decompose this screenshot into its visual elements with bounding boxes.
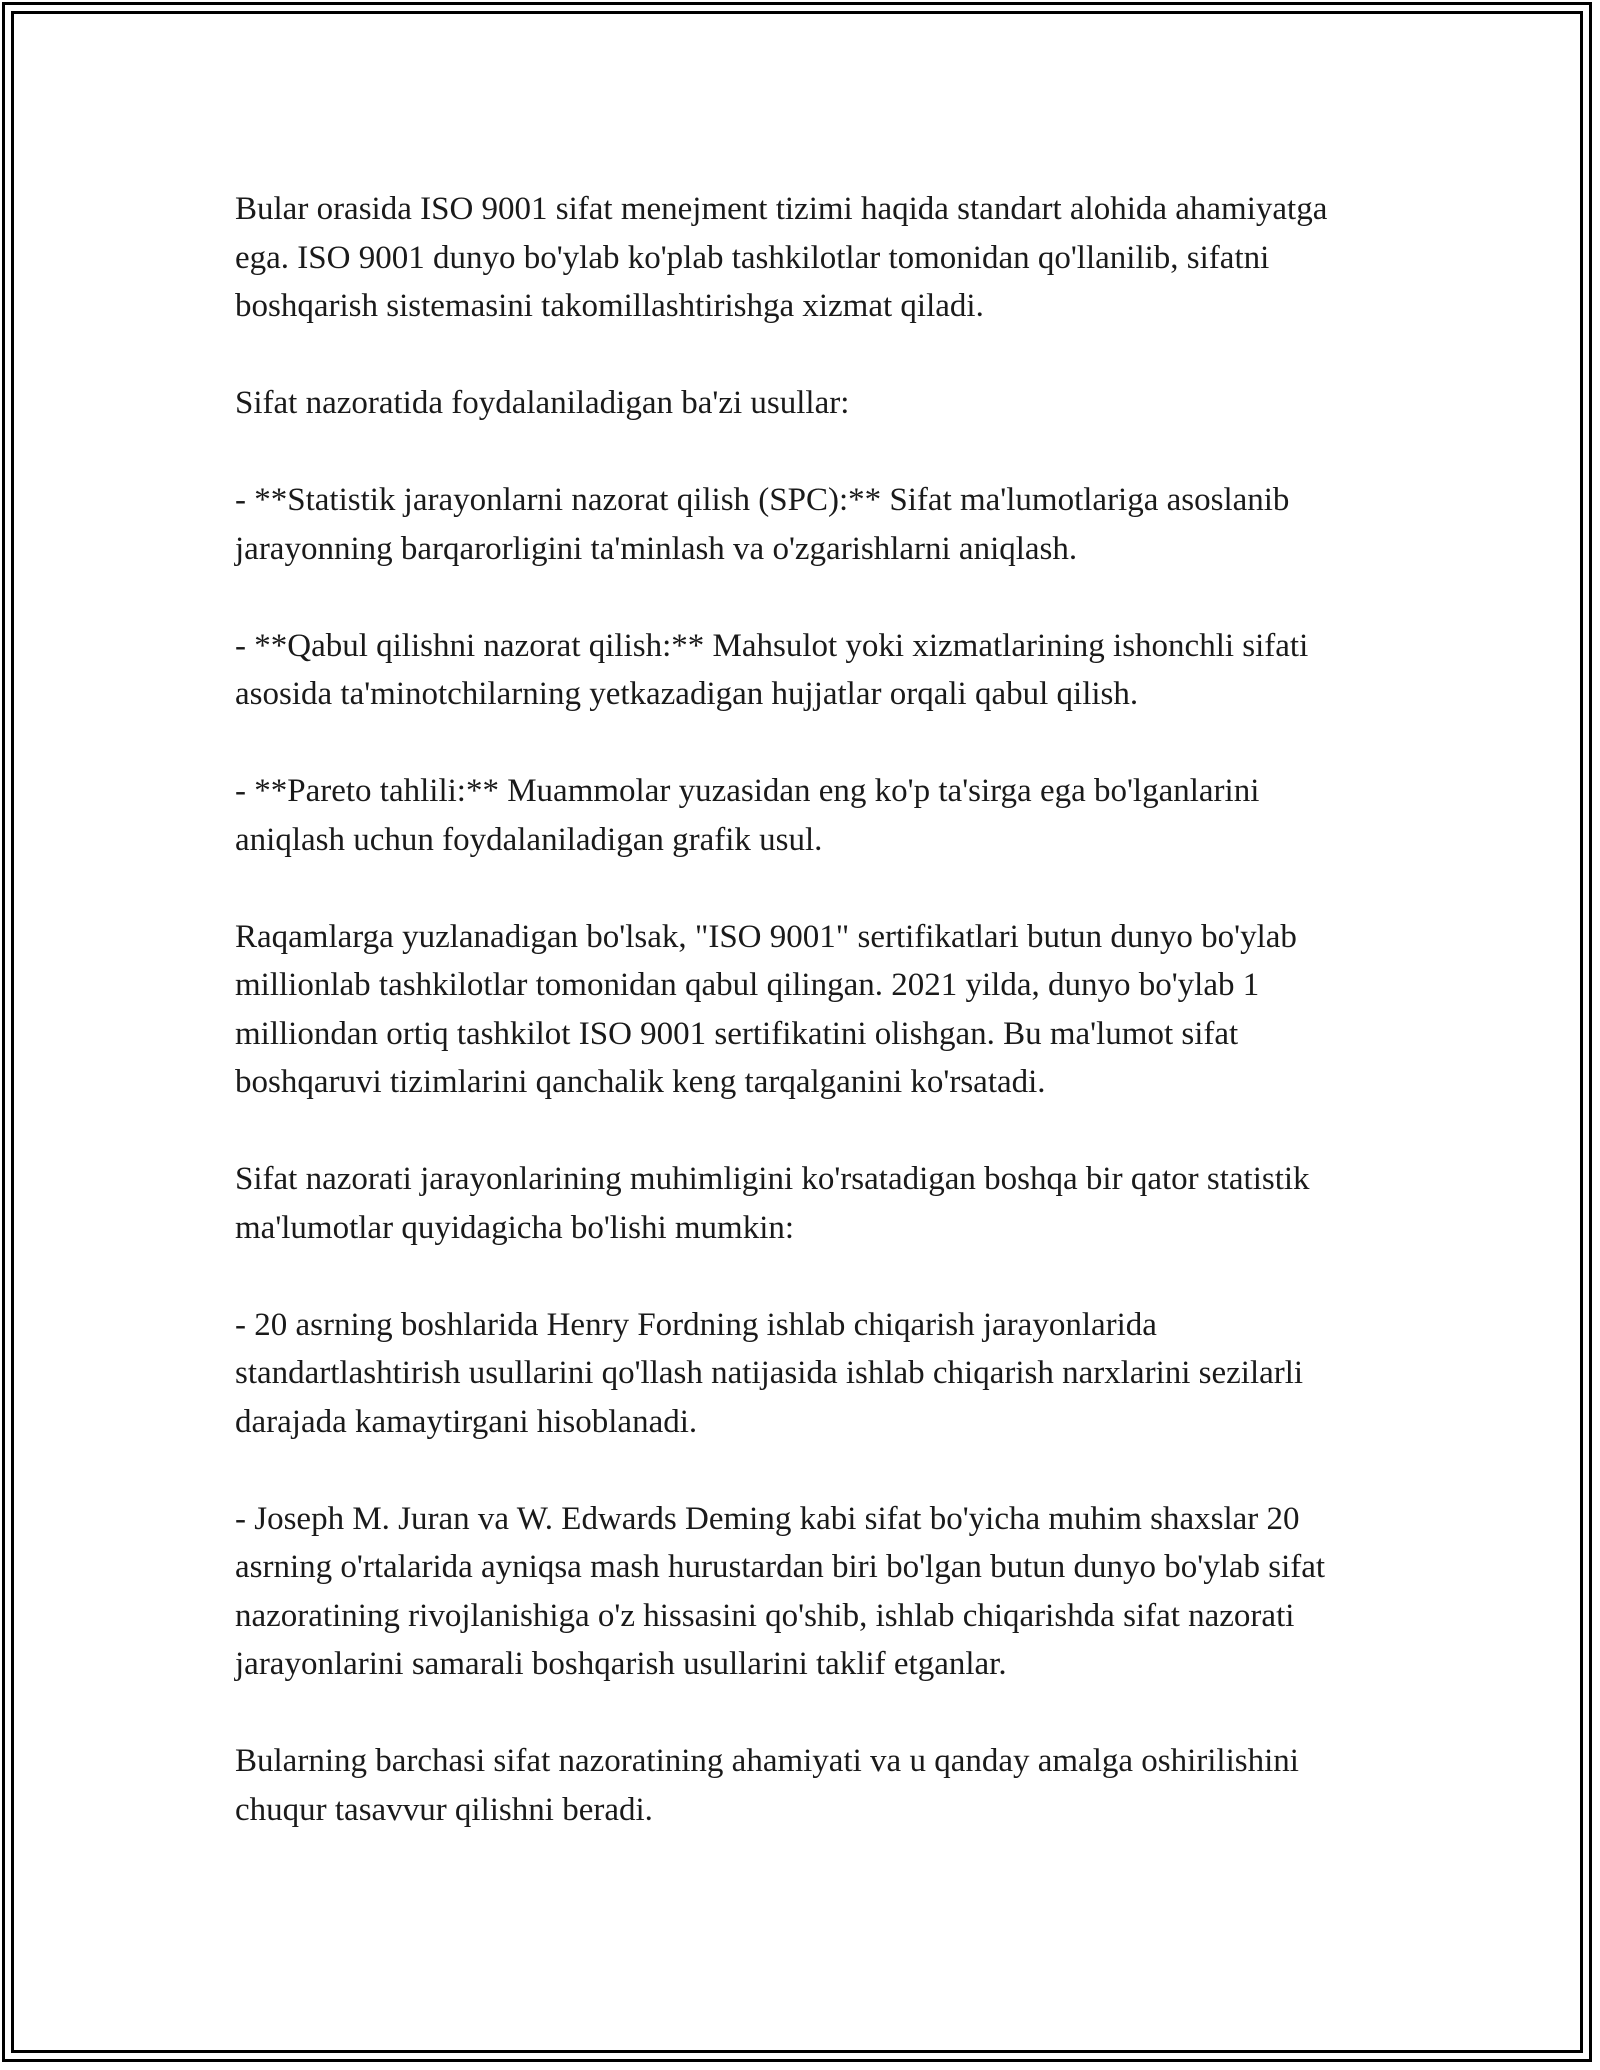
paragraph-statistics-heading: Sifat nazorati jarayonlarining muhimligini ko'rsatadigan boshqa bir qator statistik ma'lumotlar quyidagicha bo'lishi mumkin: [235, 1161, 1310, 1246]
list-item-spc: - **Statistik jarayonlarni nazorat qilish (SPC):** Sifat ma'lumotlariga asoslanib jarayonning barqarorligini ta'minlash va o'zgarishlarni aniqlash. [235, 482, 1290, 567]
list-item-henry-ford: - 20 asrning boshlarida Henry Fordning ishlab chiqarish jarayonlarida standartlashtirish usullarini qo'llash natijasida ishlab chiqarish narxlarini sezilarli darajada kamaytirgani hisoblanadi. [235, 1306, 1304, 1440]
paragraph-iso-statistics: Raqamlarga yuzlanadigan bo'lsak, "ISO 9001" sertifikatlari butun dunyo bo'ylab millionlab tashkilotlar tomonidan qabul qilingan. 2021 yilda, dunyo bo'ylab 1 milliondan ortiq tashkilot ISO 9001 sertifikatini olishgan. Bu ma'lumot sifat boshqaruvi tizimlarini qanchalik keng tarqalganini ko'rsatadi. [235, 918, 1297, 1100]
paragraph-conclusion: Bularning barchasi sifat nazoratining ahamiyati va u qanday amalga oshirilishini chuqur tasavvur qilishni beradi. [235, 1743, 1299, 1828]
paragraph-iso-9001-intro: Bular orasida ISO 9001 sifat menejment tizimi haqida standart alohida ahamiyatga ega. ISO 9001 dunyo bo'ylab ko'plab tashkilotlar tomonidan qo'llanilib, sifatni boshqarish sistemasini takomillashtirishga xizmat qiladi. [235, 191, 1328, 324]
document-body [235, 185, 1375, 1883]
list-item-pareto-analysis: - **Pareto tahlili:** Muammolar yuzasidan eng ko'p ta'sirga ega bo'lganlarini aniqlash uchun foydalaniladigan grafik usul. [235, 773, 1260, 858]
list-item-acceptance-control: - **Qabul qilishni nazorat qilish:** Mahsulot yoki xizmatlarining ishonchli sifati asosida ta'minotchilarning yetkazadigan hujjatlar orqali qabul qilish. [235, 627, 1309, 712]
list-item-juran-deming: - Joseph M. Juran va W. Edwards Deming kabi sifat bo'yicha muhim shaxslar 20 asrning o'rtalarida ayniqsa mash hurustardan biri bo'lgan butun dunyo bo'ylab sifat nazoratining rivojlanishiga o'z hissasini qo'shib, ishlab chiqarishda sifat nazorati jarayonlarini samarali boshqarish usullarini taklif etganlar. [235, 1500, 1326, 1682]
paragraph-methods-heading: Sifat nazoratida foydalaniladigan ba'zi usullar: [235, 385, 850, 421]
